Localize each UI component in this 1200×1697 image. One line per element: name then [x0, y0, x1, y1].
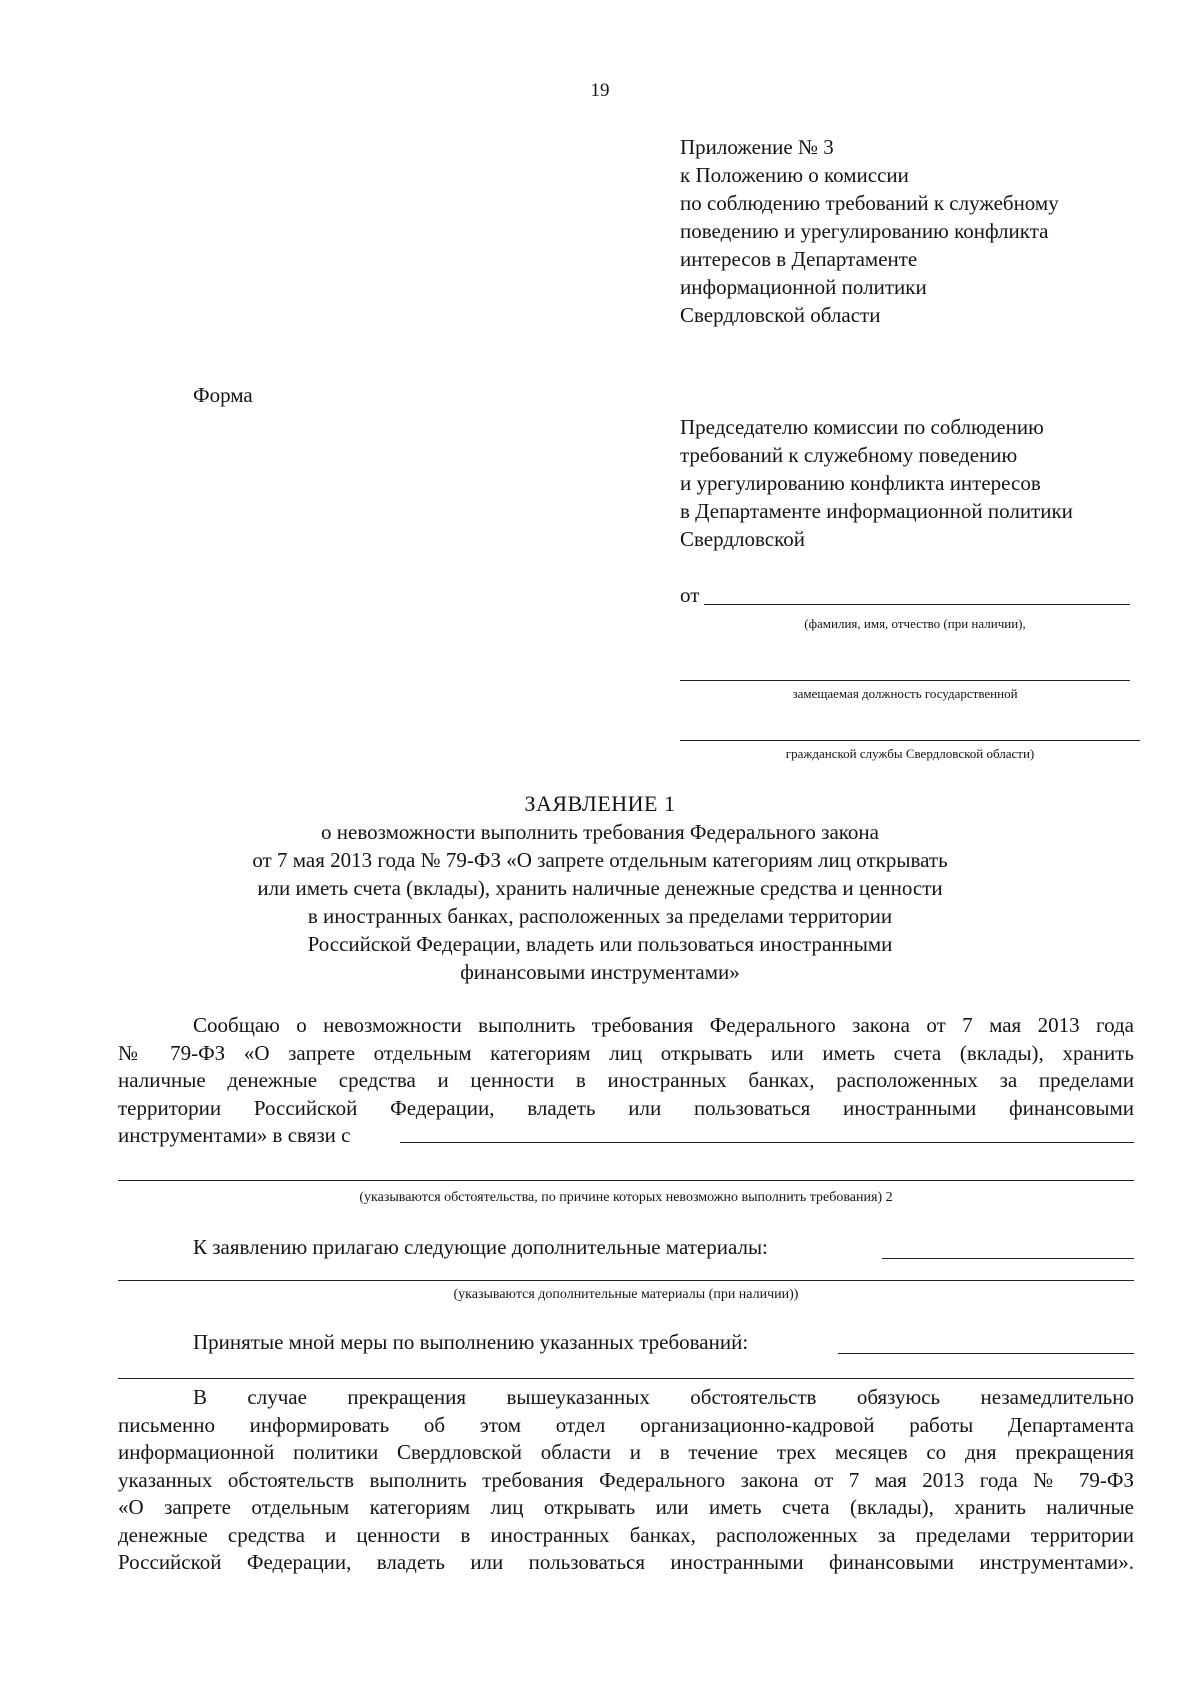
from-field-row: [680, 583, 1130, 611]
appendix-line: Приложение № 3: [680, 135, 834, 159]
statement-subtitle-line: в иностранных банках, расположенных за пределами территории: [307, 904, 893, 928]
paragraph-line: территории Российской Федерации, владеть или пользоваться иностранными финансовыми: [118, 1095, 1134, 1120]
statement-heading: ЗАЯВЛЕНИЕ 1: [524, 791, 676, 816]
materials-line-1[interactable]: [882, 1258, 1134, 1259]
paragraph-line: «О запрете отдельным категориям лиц открывать или иметь счета (вклады), хранить наличные: [118, 1495, 1134, 1519]
materials-note: (указываются дополнительные материалы (при наличии)): [453, 1287, 799, 1302]
measures-line-2[interactable]: [118, 1378, 1134, 1379]
statement-subtitle-line: Российской Федерации, владеть или пользоваться иностранными: [307, 932, 893, 956]
reason-line-1[interactable]: [400, 1142, 1134, 1143]
statement-title: [150, 790, 1050, 986]
statement-subtitle-line: или иметь счета (вклады), хранить наличные денежные средства и ценности: [257, 876, 943, 900]
paragraph-line: указанных обстоятельств выполнить требования Федерального закона от 7 мая 2013 года № 79-ФЗ: [118, 1467, 1134, 1492]
paragraph-line: № 79-ФЗ «О запрете отдельным категориям лиц открывать или иметь счета (вклады), хранить: [118, 1040, 1134, 1065]
statement-subtitle-line: о невозможности выполнить требования Федерального закона: [321, 820, 879, 844]
paragraph-line: Российской Федерации, владеть или пользоваться иностранными финансовыми инструментами».: [118, 1550, 1134, 1574]
appendix-line: поведению и урегулированию конфликта: [680, 219, 1049, 243]
addressee-line: требований к служебному поведению: [680, 443, 1018, 467]
service-line[interactable]: [680, 740, 1140, 741]
appendix-line: информационной политики: [680, 275, 927, 299]
statement-subtitle-line: финансовыми инструментами»: [460, 960, 740, 984]
position-line[interactable]: [680, 680, 1130, 681]
appendix-line: интересов в Департаменте: [680, 247, 918, 271]
position-note: замещаемая должность государственной: [792, 686, 1018, 701]
obligation-paragraph: [118, 1384, 1134, 1577]
measures-label: Принятые мной меры по выполнению указанных требований:: [193, 1330, 749, 1354]
form-label: Форма: [193, 383, 253, 407]
materials-line-2[interactable]: [118, 1280, 1134, 1281]
service-note: гражданской службы Свердловской области): [785, 746, 1035, 761]
appendix-line: по соблюдению требований к служебному: [680, 191, 1059, 215]
addressee-line: и урегулированию конфликта интересов: [680, 471, 1041, 495]
paragraph-line: наличные денежные средства и ценности в иностранных банках, расположенных за пределами: [118, 1068, 1134, 1092]
paragraph-line: инструментами» в связи с: [118, 1123, 351, 1147]
reason-line-2[interactable]: [118, 1180, 1134, 1181]
addressee-line: в Департаменте информационной политики: [680, 499, 1073, 523]
paragraph-line: В случае прекращения вышеуказанных обстоятельств обязуюсь незамедлительно: [193, 1385, 1134, 1409]
measures-line-1[interactable]: [838, 1353, 1134, 1354]
from-name-line[interactable]: [704, 604, 1130, 605]
paragraph-line: Сообщаю о невозможности выполнить требования Федерального закона от 7 мая 2013 года: [193, 1013, 1134, 1037]
paragraph-line: денежные средства и ценности в иностранных банках, расположенных за пределами территории: [118, 1522, 1134, 1547]
paragraph-line: письменно информировать об этом отдел организационно-кадровой работы Департамента: [118, 1412, 1134, 1437]
reason-note: (указываются обстоятельства, по причине которых невозможно выполнить требования) 2: [359, 1190, 893, 1205]
statement-subtitle-line: от 7 мая 2013 года № 79-ФЗ «О запрете отдельным категориям лиц открывать: [252, 848, 948, 872]
materials-label: К заявлению прилагаю следующие дополнительные материалы:: [193, 1235, 768, 1259]
statement-paragraph: [118, 1012, 1134, 1150]
addressee-line: Председателю комиссии по соблюдению: [680, 415, 1044, 439]
appendix-line: к Положению о комиссии: [680, 163, 909, 187]
from-label: от: [680, 583, 700, 607]
paragraph-line: информационной политики Свердловской области и в течение трех месяцев со дня прекращения: [118, 1440, 1134, 1464]
appendix-reference: [680, 133, 1059, 329]
addressee-block: [680, 413, 1073, 553]
page-number: 19: [590, 80, 610, 101]
addressee-line: Свердловской: [680, 527, 805, 551]
from-name-note: (фамилия, имя, отчество (при наличии),: [804, 616, 1026, 631]
appendix-line: Свердловской области: [680, 303, 881, 327]
